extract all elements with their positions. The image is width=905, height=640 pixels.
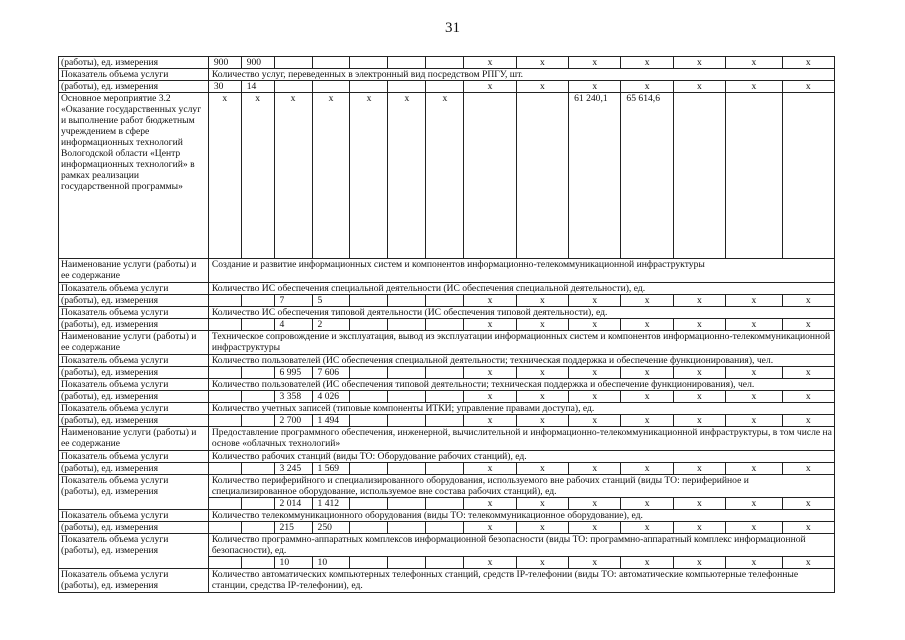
x-cell: x — [464, 319, 516, 331]
x-cell: x — [673, 319, 725, 331]
row-label: Показатель объема услуги — [59, 451, 209, 463]
x-cell: x — [726, 367, 782, 379]
table-row — [59, 415, 835, 427]
x-cell: x — [569, 463, 621, 475]
value-cell: 1 569 — [312, 463, 350, 475]
empty-cell — [426, 391, 464, 403]
row-label: Показатель объема услуги (работы), ед. измерения — [59, 534, 209, 569]
row-label: Показатель объема услуги — [59, 379, 209, 391]
row-label: (работы), ед. измерения — [59, 415, 209, 427]
x-cell: x — [464, 522, 516, 534]
x-cell: x — [621, 463, 673, 475]
row-label: Показатель объема услуги (работы), ед. измерения — [59, 475, 209, 510]
x-cell: x — [726, 522, 782, 534]
x-cell: x — [426, 93, 464, 259]
table-row — [59, 569, 835, 593]
x-cell: x — [464, 57, 516, 69]
x-cell: x — [782, 557, 834, 569]
empty-cell — [388, 57, 426, 69]
value-cell: 215 — [274, 522, 312, 534]
row-description: Техническое сопровождение и эксплуатация, вывод из эксплуатации информационных систем и компонентов информационно-телекоммуникационной инфраструктуры — [208, 331, 834, 355]
value-cell: 5 — [312, 295, 350, 307]
x-cell: x — [726, 57, 782, 69]
empty-cell — [426, 522, 464, 534]
empty-cell — [350, 367, 388, 379]
row-description: Количество телекоммуникационного оборудования (виды ТО: телекоммуникационное оборудование), ед. — [208, 510, 834, 522]
empty-cell — [388, 522, 426, 534]
value-cell: 2 700 — [274, 415, 312, 427]
x-cell: x — [312, 93, 350, 259]
table-row — [59, 367, 835, 379]
x-cell: x — [208, 93, 241, 259]
empty-cell — [312, 81, 350, 93]
x-cell: x — [621, 522, 673, 534]
x-cell: x — [673, 81, 725, 93]
x-cell: x — [621, 367, 673, 379]
x-cell: x — [726, 319, 782, 331]
empty-cell — [426, 498, 464, 510]
x-cell: x — [782, 463, 834, 475]
table-row — [59, 331, 835, 355]
empty-cell — [241, 557, 274, 569]
row-label: (работы), ед. измерения — [59, 319, 209, 331]
x-cell: x — [782, 295, 834, 307]
row-label: Наименование услуги (работы) и ее содержание — [59, 427, 209, 451]
empty-cell — [274, 57, 312, 69]
value-cell: 2 — [312, 319, 350, 331]
value-cell: 61 240,1 — [569, 93, 621, 259]
x-cell: x — [464, 463, 516, 475]
x-cell: x — [241, 93, 274, 259]
empty-cell — [208, 319, 241, 331]
row-description: Количество услуг, переведенных в электронный вид посредством РПГУ, шт. — [208, 69, 834, 81]
x-cell: x — [782, 367, 834, 379]
x-cell: x — [726, 498, 782, 510]
empty-cell — [426, 415, 464, 427]
table-row — [59, 475, 835, 498]
empty-cell — [782, 93, 834, 259]
x-cell: x — [516, 391, 568, 403]
table-row — [59, 451, 835, 463]
empty-cell — [350, 391, 388, 403]
row-description: Создание и развитие информационных систем и компонентов информационно-телекоммуникационной инфраструктуры — [208, 259, 834, 283]
x-cell: x — [464, 367, 516, 379]
x-cell: x — [673, 295, 725, 307]
value-cell: 3 358 — [274, 391, 312, 403]
x-cell: x — [726, 295, 782, 307]
value-cell: 10 — [274, 557, 312, 569]
value-cell: 6 995 — [274, 367, 312, 379]
x-cell: x — [569, 557, 621, 569]
x-cell: x — [726, 81, 782, 93]
x-cell: x — [516, 81, 568, 93]
table-row — [59, 379, 835, 391]
row-label: (работы), ед. измерения — [59, 295, 209, 307]
row-label: Показатель объема услуги — [59, 69, 209, 81]
x-cell: x — [464, 391, 516, 403]
empty-cell — [426, 295, 464, 307]
program-table — [58, 56, 835, 593]
empty-cell — [388, 367, 426, 379]
value-cell: 1 412 — [312, 498, 350, 510]
x-cell: x — [726, 463, 782, 475]
table-row — [59, 283, 835, 295]
x-cell: x — [516, 57, 568, 69]
value-cell: 4 026 — [312, 391, 350, 403]
row-label: (работы), ед. измерения — [59, 391, 209, 403]
table-row — [59, 295, 835, 307]
x-cell: x — [782, 415, 834, 427]
row-description: Количество учетных записей (типовые компоненты ИТКИ; управление правами доступа), ед. — [208, 403, 834, 415]
x-cell: x — [516, 295, 568, 307]
table-row — [59, 259, 835, 283]
empty-cell — [464, 93, 516, 259]
empty-cell — [388, 415, 426, 427]
empty-cell — [350, 57, 388, 69]
x-cell: x — [569, 319, 621, 331]
x-cell: x — [569, 522, 621, 534]
x-cell: x — [464, 81, 516, 93]
empty-cell — [388, 463, 426, 475]
empty-cell — [241, 319, 274, 331]
x-cell: x — [726, 557, 782, 569]
empty-cell — [388, 557, 426, 569]
empty-cell — [426, 463, 464, 475]
x-cell: x — [464, 415, 516, 427]
x-cell: x — [569, 415, 621, 427]
empty-cell — [388, 295, 426, 307]
value-cell: 7 606 — [312, 367, 350, 379]
empty-cell — [426, 367, 464, 379]
table-row — [59, 510, 835, 522]
value-cell: 3 245 — [274, 463, 312, 475]
x-cell: x — [464, 295, 516, 307]
empty-cell — [241, 522, 274, 534]
empty-cell — [350, 522, 388, 534]
empty-cell — [426, 81, 464, 93]
x-cell: x — [516, 367, 568, 379]
empty-cell — [208, 415, 241, 427]
x-cell: x — [673, 557, 725, 569]
x-cell: x — [673, 415, 725, 427]
empty-cell — [241, 367, 274, 379]
table-row — [59, 355, 835, 367]
empty-cell — [241, 463, 274, 475]
table-row — [59, 69, 835, 81]
row-description: Предоставление программного обеспечения, инженерной, вычислительной и информационно-телекоммуникационной инфраструктуры, в том числе на основе «облачных технологий» — [208, 427, 834, 451]
value-cell: 900 — [208, 57, 241, 69]
empty-cell — [516, 93, 568, 259]
row-label: Показатель объема услуги — [59, 510, 209, 522]
table-row — [59, 463, 835, 475]
empty-cell — [350, 557, 388, 569]
x-cell: x — [673, 522, 725, 534]
x-cell: x — [621, 498, 673, 510]
x-cell: x — [569, 295, 621, 307]
table-row — [59, 534, 835, 557]
empty-cell — [274, 81, 312, 93]
row-description: Количество пользователей (ИС обеспечения специальной деятельности; техническая поддержка и обеспечение функционирования), чел. — [208, 355, 834, 367]
empty-cell — [350, 81, 388, 93]
row-label: (работы), ед. измерения — [59, 57, 209, 69]
empty-cell — [208, 367, 241, 379]
value-cell: 900 — [241, 57, 274, 69]
x-cell: x — [569, 391, 621, 403]
empty-cell — [426, 557, 464, 569]
empty-cell — [426, 319, 464, 331]
empty-cell — [350, 498, 388, 510]
x-cell: x — [621, 557, 673, 569]
x-cell: x — [350, 93, 388, 259]
x-cell: x — [388, 93, 426, 259]
value-cell: 65 614,6 — [621, 93, 673, 259]
row-description: Количество ИС обеспечения типовой деятельности (ИС обеспечения типовой деятельности), ед. — [208, 307, 834, 319]
x-cell: x — [621, 319, 673, 331]
value-cell: 250 — [312, 522, 350, 534]
x-cell: x — [516, 415, 568, 427]
row-label: Основное мероприятие 3.2 «Оказание государственных услуг и выполнение работ бюджетным учреждением в сфере информационных технологий Вологодской области «Центр информационных технологий» в рамках реализации государственной программы» — [59, 93, 209, 259]
empty-cell — [726, 93, 782, 259]
row-label: Показатель объема услуги (работы), ед. измерения — [59, 569, 209, 593]
empty-cell — [312, 57, 350, 69]
x-cell: x — [621, 391, 673, 403]
x-cell: x — [782, 391, 834, 403]
row-label: Показатель объема услуги — [59, 283, 209, 295]
x-cell: x — [464, 557, 516, 569]
empty-cell — [208, 498, 241, 510]
table-row — [59, 319, 835, 331]
row-label: Наименование услуги (работы) и ее содержание — [59, 259, 209, 283]
table-body — [59, 57, 835, 593]
value-cell: 7 — [274, 295, 312, 307]
x-cell: x — [516, 319, 568, 331]
value-cell: 14 — [241, 81, 274, 93]
row-label: Показатель объема услуги — [59, 307, 209, 319]
empty-cell — [208, 295, 241, 307]
table-row — [59, 403, 835, 415]
page-number: 31 — [445, 20, 460, 36]
table-row — [59, 391, 835, 403]
row-description: Количество пользователей (ИС обеспечения типовой деятельности; техническая поддержка и обеспечение функционирования), чел. — [208, 379, 834, 391]
row-description: Количество периферийного и специализированного оборудования, используемого вне рабочих станций (виды ТО: периферийное и специализированное оборудование, используемое вне состава рабочих станций), ед. — [208, 475, 834, 498]
x-cell: x — [621, 81, 673, 93]
empty-cell — [350, 415, 388, 427]
empty-cell — [426, 57, 464, 69]
value-cell: 2 014 — [274, 498, 312, 510]
empty-cell — [208, 391, 241, 403]
empty-cell — [388, 498, 426, 510]
value-cell: 1 494 — [312, 415, 350, 427]
table-row — [59, 427, 835, 451]
x-cell: x — [673, 463, 725, 475]
x-cell: x — [274, 93, 312, 259]
empty-cell — [350, 319, 388, 331]
empty-cell — [241, 498, 274, 510]
value-cell: 4 — [274, 319, 312, 331]
x-cell: x — [782, 522, 834, 534]
empty-cell — [350, 463, 388, 475]
empty-cell — [388, 319, 426, 331]
row-description: Количество рабочих станций (виды ТО: Оборудование рабочих станций), ед. — [208, 451, 834, 463]
x-cell: x — [464, 498, 516, 510]
x-cell: x — [782, 319, 834, 331]
row-label: Показатель объема услуги — [59, 355, 209, 367]
empty-cell — [208, 522, 241, 534]
table-row — [59, 57, 835, 69]
x-cell: x — [782, 81, 834, 93]
table-row — [59, 307, 835, 319]
row-label: Наименование услуги (работы) и ее содержание — [59, 331, 209, 355]
row-label: (работы), ед. измерения — [59, 463, 209, 475]
empty-cell — [388, 391, 426, 403]
x-cell: x — [516, 522, 568, 534]
x-cell: x — [569, 498, 621, 510]
empty-cell — [673, 93, 725, 259]
table-row — [59, 81, 835, 93]
row-description: Количество ИС обеспечения специальной деятельности (ИС обеспечения специальной деятельности), ед. — [208, 283, 834, 295]
empty-cell — [208, 557, 241, 569]
empty-cell — [350, 295, 388, 307]
x-cell: x — [673, 57, 725, 69]
row-label: Показатель объема услуги — [59, 403, 209, 415]
x-cell: x — [516, 557, 568, 569]
empty-cell — [241, 295, 274, 307]
x-cell: x — [516, 463, 568, 475]
x-cell: x — [673, 391, 725, 403]
row-description: Количество автоматических компьютерных телефонных станций, средств IP-телефонии (виды ТО: автоматические компьютерные телефонные станции, средства IP-телефонии), ед. — [208, 569, 834, 593]
x-cell: x — [673, 498, 725, 510]
value-cell: 30 — [208, 81, 241, 93]
x-cell: x — [726, 415, 782, 427]
x-cell: x — [569, 57, 621, 69]
empty-cell — [208, 463, 241, 475]
x-cell: x — [621, 295, 673, 307]
x-cell: x — [621, 57, 673, 69]
x-cell: x — [569, 81, 621, 93]
row-description: Количество программно-аппаратных комплексов информационной безопасности (виды ТО: программно-аппаратный комплекс информационной безопасности), ед. — [208, 534, 834, 557]
value-cell: 10 — [312, 557, 350, 569]
row-label: (работы), ед. измерения — [59, 367, 209, 379]
empty-cell — [241, 391, 274, 403]
row-label: (работы), ед. измерения — [59, 81, 209, 93]
x-cell: x — [621, 415, 673, 427]
empty-cell — [388, 81, 426, 93]
x-cell: x — [782, 57, 834, 69]
x-cell: x — [569, 367, 621, 379]
table-row — [59, 93, 835, 259]
x-cell: x — [516, 498, 568, 510]
x-cell: x — [726, 391, 782, 403]
table-row — [59, 522, 835, 534]
x-cell: x — [673, 367, 725, 379]
x-cell: x — [782, 498, 834, 510]
row-label: (работы), ед. измерения — [59, 522, 209, 534]
empty-cell — [241, 415, 274, 427]
